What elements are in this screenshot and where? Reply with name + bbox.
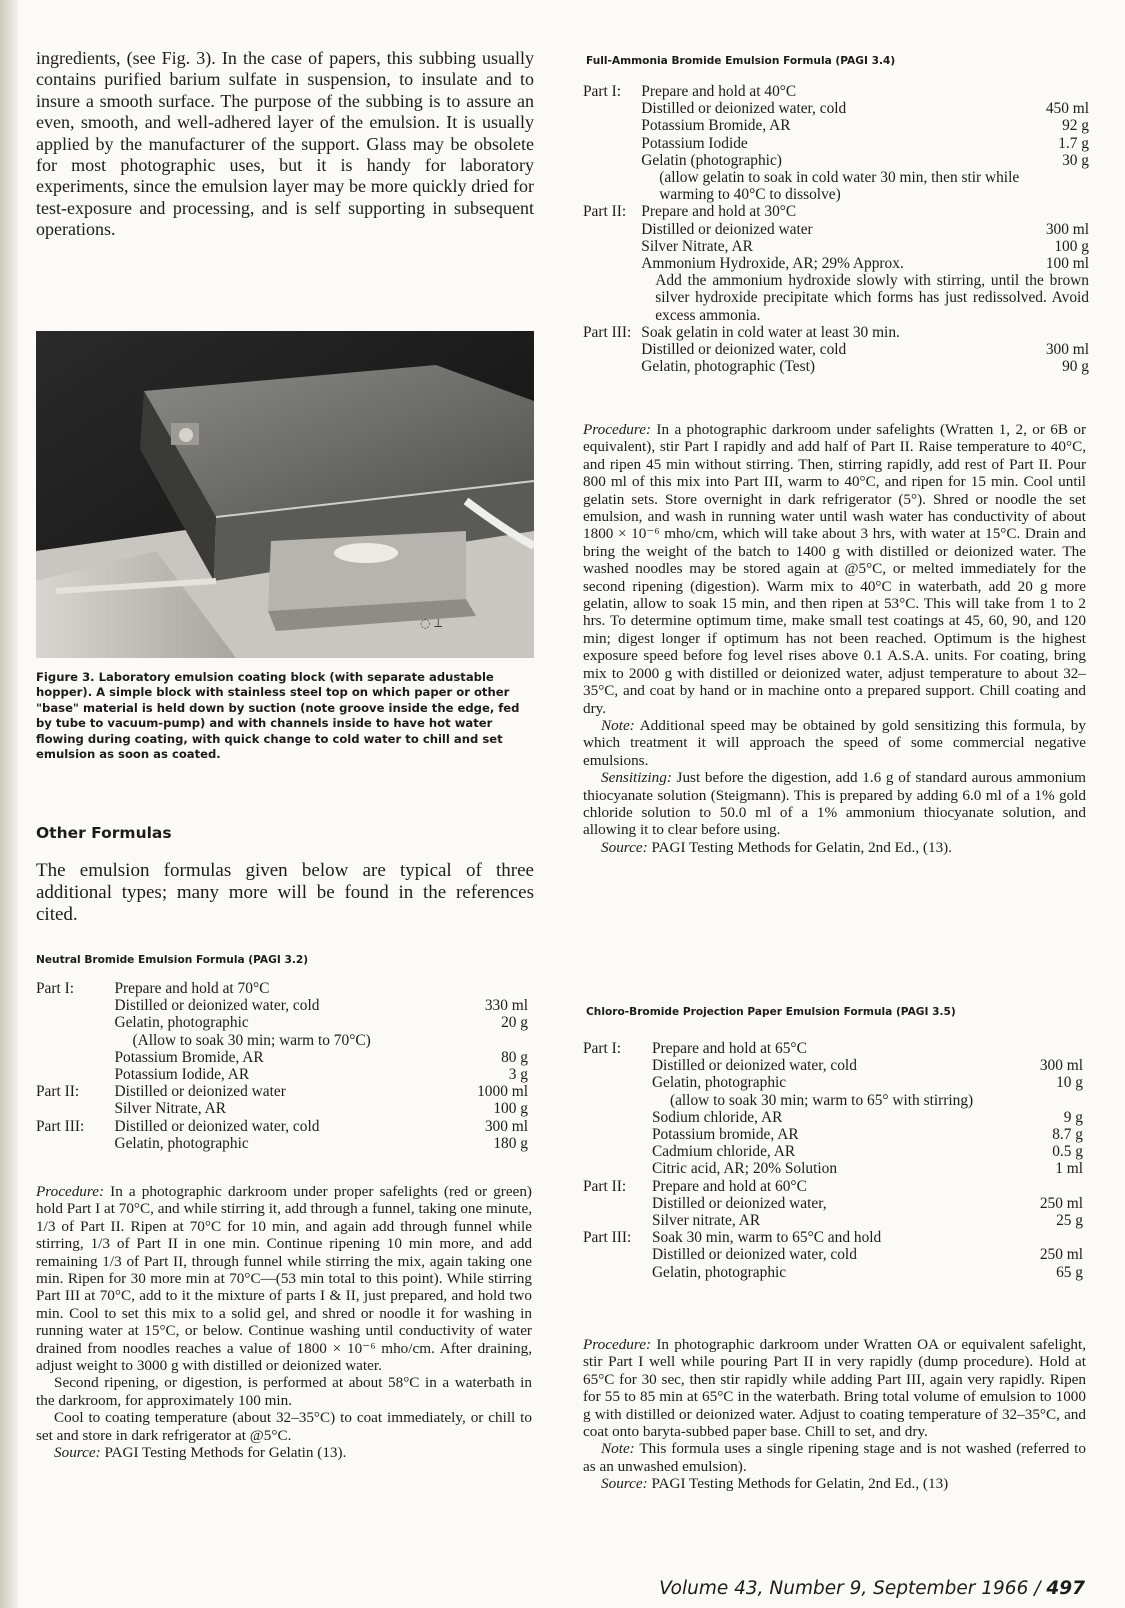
formula-row bbox=[36, 1014, 528, 1031]
amount: 65 g bbox=[1056, 1263, 1083, 1281]
amount bbox=[1032, 1178, 1083, 1195]
ingredient: Distilled or deionized water, cold bbox=[641, 341, 847, 359]
ingredient: Distilled or deionized water, cold bbox=[651, 1246, 857, 1264]
amount bbox=[1036, 83, 1089, 100]
amount: 100 g bbox=[493, 1100, 528, 1118]
ingredient: (allow to soak 30 min; warm to 65° with stirring) bbox=[669, 1091, 974, 1109]
ingredient: Prepare and hold at 40°C bbox=[641, 83, 797, 100]
amount: 1.7 g bbox=[1058, 134, 1089, 152]
figure-3-photo bbox=[36, 331, 534, 658]
amount: 250 ml bbox=[1039, 1194, 1083, 1212]
part-label bbox=[583, 135, 641, 152]
amount: 90 g bbox=[1062, 358, 1089, 376]
intro-paragraph: ingredients, (see Fig. 3). In the case of papers, this subbing usually contains purified barium sulfate in suspension, to insulate and to insure a smooth surface. The purpose of the subbing is to assure an even, smooth, and well-adhered layer of the emulsion. It is usually applied by the manufacturer of the support. Glass may be obsolete for most photographic uses, but it is handy for laboratory experiments, since the emulsion layer may be more quickly dried for test-exposure and processing, and is self supporting in subsequent operations. bbox=[36, 48, 534, 240]
amount: 300 ml bbox=[1045, 220, 1089, 238]
formula-title-neutral: Neutral Bromide Emulsion Formula (PAGI 3.2) bbox=[36, 954, 309, 966]
part-label: Part I: bbox=[36, 980, 75, 997]
formula-row bbox=[583, 117, 1089, 134]
ammonia-procedure: Procedure: In a photographic darkroom under safelights (Wratten 1, 2, or 6B or equivalent), stir Part I rapidly and add half of Part II. Raise temperature to 40°C, and ripen 45 min without stirring. Then, stirring rapidly, add rest of Part II. Pour 800 ml of this mix into Part III, warm to 40°C, and ripen for 15 min. Cool until gelatin sets. Store overnight in dark refrigerator (5°). Shred or noodle the set emulsion, and wash in running water until wash water has conductivity of about 1800 × 10⁻⁶ mho/cm, which will take about 3 hrs, with water at 15°C. Drain and bring the weight of the batch to 1400 g with distilled or deionized water. The washed noodles may be stored again at @5°C, or melted immediately for the second ripening (digestion). Warm mix to 40°C in waterbath, add 20 g more gelatin, allow to soak 15 min, and then ripen at 53°C. This will take from 1 to 2 hrs. To determine optimum time, make small test coatings at 45, 60, 90, and 120 min; digest longer if optimum has not been reached. Optimum is the highest exposure speed before fog level rises above 0.1 A.S.A. units. For coating, bring mix to 2000 g with distilled or deionized water, adjust temperature to about 32–35°C, and coat by hand or in machine onto a prepared support. Chill coating and dry. bbox=[583, 421, 1086, 717]
amount: 180 g bbox=[493, 1134, 528, 1152]
part-label bbox=[583, 1246, 652, 1263]
source-label: Source: bbox=[601, 838, 648, 856]
ingredient: Soak 30 min, warm to 65°C and hold bbox=[651, 1229, 882, 1247]
formula-row bbox=[36, 1118, 528, 1135]
procedure-label: Procedure: bbox=[583, 421, 652, 438]
scan-edge bbox=[0, 0, 18, 1608]
amount bbox=[1036, 324, 1089, 341]
ingredient: Silver Nitrate, AR bbox=[641, 237, 753, 255]
part-label bbox=[583, 1057, 652, 1074]
part-label bbox=[583, 221, 641, 238]
amount bbox=[1032, 1092, 1083, 1109]
formula-row bbox=[36, 980, 528, 997]
formula-row bbox=[583, 1160, 1083, 1177]
part-label bbox=[583, 1109, 652, 1126]
amount: 1 ml bbox=[1055, 1160, 1083, 1178]
page-footer: Volume 43, Number 9, September 1966 / 497 bbox=[659, 1578, 1085, 1599]
formula-row bbox=[583, 1212, 1083, 1229]
ingredient: Potassium Bromide, AR bbox=[114, 1048, 264, 1066]
amount: 450 ml bbox=[1045, 100, 1089, 118]
formula-row bbox=[583, 358, 1089, 375]
ingredient: Ammonium Hydroxide, AR; 29% Approx. bbox=[641, 255, 904, 273]
chloro-procedure-block bbox=[583, 1336, 1086, 1493]
part-label bbox=[36, 1135, 114, 1152]
amount: 100 g bbox=[1054, 237, 1089, 255]
neutral-coating: Cool to coating temperature (about 32–35°C) to coat immediately, or chill to set and store in dark refrigerator at @5°C. bbox=[36, 1409, 532, 1444]
ingredient: (Allow to soak 30 min; warm to 70°C) bbox=[132, 1031, 371, 1049]
formula-row bbox=[583, 203, 1089, 220]
section-heading: Other Formulas bbox=[36, 824, 172, 842]
ingredient: Potassium Iodide bbox=[641, 134, 748, 152]
ammonia-source: Source: PAGI Testing Methods for Gelatin, 2nd Ed., (13). bbox=[601, 838, 953, 856]
formula-row bbox=[36, 1032, 528, 1049]
formula-row bbox=[583, 1057, 1083, 1074]
formula-row bbox=[36, 1066, 528, 1083]
formula-row bbox=[36, 1135, 528, 1152]
formula-row bbox=[36, 1100, 528, 1117]
ingredient: Gelatin, photographic bbox=[651, 1074, 787, 1092]
part-label: Part III: bbox=[583, 323, 632, 341]
ingredient: Distilled or deionized water bbox=[114, 1083, 286, 1101]
formula-table-ammonia bbox=[583, 83, 1089, 375]
neutral-procedure-block bbox=[36, 1183, 532, 1462]
procedure-label: Procedure: bbox=[36, 1183, 105, 1200]
formula-row bbox=[583, 169, 1089, 203]
part-label bbox=[36, 1066, 114, 1083]
formula-row bbox=[36, 1083, 528, 1100]
amount: 92 g bbox=[1062, 117, 1089, 135]
part-label bbox=[583, 169, 641, 203]
formula-row bbox=[583, 221, 1089, 238]
amount: 10 g bbox=[1056, 1074, 1083, 1092]
ingredient: Sodium chloride, AR bbox=[651, 1108, 783, 1126]
part-label bbox=[583, 1264, 652, 1281]
part-label: Part III: bbox=[583, 1229, 632, 1247]
part-label bbox=[583, 1143, 652, 1160]
ingredient: (allow gelatin to soak in cold water 30 min, then stir while warming to 40°C to dissolve) bbox=[659, 169, 1020, 204]
ingredient: Soak gelatin in cold water at least 30 min. bbox=[641, 323, 900, 341]
formula-row bbox=[583, 1143, 1083, 1160]
formula-row bbox=[583, 1229, 1083, 1246]
part-label bbox=[583, 272, 641, 324]
formula-title-chloro: Chloro-Bromide Projection Paper Emulsion Formula (PAGI 3.5) bbox=[586, 1006, 956, 1018]
amount: 30 g bbox=[1062, 151, 1089, 169]
formula-row bbox=[583, 152, 1089, 169]
ingredient: Distilled or deionized water, cold bbox=[641, 100, 847, 118]
journal-citation: Volume 43, Number 9, September 1966 bbox=[659, 1578, 1029, 1599]
formula-row bbox=[583, 341, 1089, 358]
amount: 3 g bbox=[508, 1066, 528, 1084]
amount: 1000 ml bbox=[477, 1083, 528, 1101]
formula-row bbox=[583, 1092, 1083, 1109]
amount bbox=[459, 980, 528, 997]
part-label bbox=[583, 341, 641, 358]
page-number: 497 bbox=[1046, 1578, 1085, 1599]
formula-row bbox=[583, 1040, 1083, 1057]
ingredient: Prepare and hold at 70°C bbox=[114, 980, 270, 997]
formula-row bbox=[583, 135, 1089, 152]
amount: 100 ml bbox=[1045, 255, 1089, 273]
amount: 300 ml bbox=[1039, 1057, 1083, 1075]
amount: 9 g bbox=[1063, 1108, 1083, 1126]
ingredient: Distilled or deionized water bbox=[641, 220, 813, 238]
ingredient: Gelatin (photographic) bbox=[641, 151, 782, 169]
part-label bbox=[583, 1195, 652, 1212]
source-label: Source: bbox=[54, 1444, 101, 1462]
amount bbox=[1032, 1040, 1083, 1057]
chloro-source: Source: PAGI Testing Methods for Gelatin, 2nd Ed., (13) bbox=[601, 1475, 949, 1493]
ingredient: Potassium Bromide, AR bbox=[641, 117, 791, 135]
formula-row bbox=[583, 83, 1089, 100]
formula-row bbox=[583, 1264, 1083, 1281]
amount bbox=[1032, 1229, 1083, 1246]
part-label bbox=[583, 117, 641, 134]
ingredient: Gelatin, photographic (Test) bbox=[641, 358, 816, 376]
formula-title-ammonia: Full-Ammonia Bromide Emulsion Formula (PAGI 3.4) bbox=[586, 55, 896, 67]
ingredient: Potassium Iodide, AR bbox=[114, 1066, 250, 1084]
ingredient: Distilled or deionized water, cold bbox=[114, 1117, 320, 1135]
ingredient: Prepare and hold at 65°C bbox=[651, 1040, 807, 1057]
ammonia-sensitizing: Sensitizing: Just before the digestion, add 1.6 g of standard aurous ammonium thiocyanate solution (Steigmann). This is prepared by adding 6.0 ml of a 1% gold chloride solution to 50.0 ml of a 1% ammonium thiocyanate solution, and allowing it to clear before using. bbox=[583, 769, 1086, 839]
amount: 300 ml bbox=[1045, 341, 1089, 359]
formula-row bbox=[583, 1126, 1083, 1143]
neutral-digestion: Second ripening, or digestion, is performed at about 58°C in a waterbath in the darkroom, for approximately 100 min. bbox=[36, 1374, 532, 1409]
amount: 20 g bbox=[501, 1014, 528, 1032]
amount: 25 g bbox=[1056, 1212, 1083, 1230]
source-label: Source: bbox=[601, 1475, 648, 1493]
part-label bbox=[36, 1100, 114, 1117]
formula-table-neutral bbox=[36, 980, 528, 1152]
part-label: Part III: bbox=[36, 1117, 85, 1135]
amount bbox=[459, 1032, 528, 1049]
ingredient: Silver nitrate, AR bbox=[651, 1212, 761, 1230]
part-label bbox=[36, 997, 114, 1014]
amount: 80 g bbox=[501, 1048, 528, 1066]
chloro-procedure: Procedure: In photographic darkroom under Wratten OA or equivalent safelight, stir Part I well while pouring Part II in very rapidly (dump procedure). Hold at 65°C for 30 sec, then stir rapidly while adding Part III, again very rapidly. Ripen for 55 to 85 min at 65°C in the waterbath. Bring total volume of emulsion to 1000 g with distilled or deionized water. Adjust to coating temperature of 32–35°C, and coat onto baryta-subbed paper base. Chill to set, and dry. bbox=[583, 1336, 1086, 1441]
sensitizing-label: Sensitizing: bbox=[601, 769, 672, 787]
ingredient: Potassium bromide, AR bbox=[651, 1126, 799, 1144]
formula-row bbox=[583, 100, 1089, 117]
formula-row bbox=[583, 1178, 1083, 1195]
ingredient: Distilled or deionized water, cold bbox=[114, 997, 320, 1015]
part-label: Part I: bbox=[583, 83, 622, 100]
part-label bbox=[583, 1092, 652, 1109]
coating-block-illustration bbox=[36, 331, 534, 658]
part-label bbox=[583, 1212, 652, 1229]
ingredient: Citric acid, AR; 20% Solution bbox=[651, 1160, 838, 1178]
section-paragraph: The emulsion formulas given below are typical of three additional types; many more will be found in the references cited. bbox=[36, 860, 534, 925]
formula-row bbox=[583, 1195, 1083, 1212]
amount: 8.7 g bbox=[1052, 1126, 1083, 1144]
part-label bbox=[36, 1049, 114, 1066]
formula-row bbox=[583, 324, 1089, 341]
neutral-source: Source: PAGI Testing Methods for Gelatin (13). bbox=[54, 1444, 347, 1462]
part-label bbox=[583, 100, 641, 117]
formula-row bbox=[583, 1074, 1083, 1091]
ingredient: Distilled or deionized water, bbox=[651, 1194, 827, 1212]
part-label bbox=[583, 152, 641, 169]
amount: 300 ml bbox=[484, 1117, 528, 1135]
ingredient: Gelatin, photographic bbox=[114, 1014, 249, 1032]
formula-row bbox=[583, 1109, 1083, 1126]
svg-text:◌ ⟂: ◌ ⟂ bbox=[420, 616, 443, 630]
part-label bbox=[583, 358, 641, 375]
figure-caption: Figure 3. Laboratory emulsion coating block (with separate adustable hopper). A simple block with stainless steel top on which paper or other "base" material is held down by suction (note groove inside the edge, fed by tube to vacuum-pump) and with channels inside to have hot water flowing during coating, with quick change to cold water to chill and set emulsion as soon as coated. bbox=[36, 670, 520, 762]
part-label bbox=[36, 1014, 114, 1031]
part-label bbox=[36, 1032, 114, 1049]
note-label: Note: bbox=[601, 1440, 635, 1458]
ingredient: Silver Nitrate, AR bbox=[114, 1100, 227, 1118]
formula-row bbox=[583, 1246, 1083, 1263]
ingredient: Cadmium chloride, AR bbox=[651, 1143, 796, 1161]
amount: 0.5 g bbox=[1052, 1143, 1083, 1161]
neutral-procedure: Procedure: In a photographic darkroom under proper safelights (red or green) hold Part I at 70°C, and while stirring it, add through a funnel, taking one minute, 1/3 of Part II. Ripen at 70°C for 10 min, and again add through funnel while stirring, 1/3 of Part II in one min. Continue ripening 10 min more, and add remaining 1/3 of Part II, through funnel while stirring the mix, again taking one min. Ripen for 30 more min at 70°C—(53 min total to this point). While stirring Part III at 70°C, add to it the mixture of parts I & II, just prepared, and hold two min. Cool to set this mix to a solid gel, and shred or noodle it for washing in running water at 15°C, or below. Continue washing until conductivity of water drained from noodles reaches a value of 1800 × 10⁻⁶ mho/cm. After draining, adjust weight to 3000 g with distilled or deionized water. bbox=[36, 1183, 532, 1375]
ingredient: Add the ammonium hydroxide slowly with stirring, until the brown silver hydroxide precipitate which forms has just redissolved. Avoid excess ammonia. bbox=[655, 272, 1089, 324]
ammonia-procedure-block bbox=[583, 421, 1086, 856]
part-label: Part II: bbox=[36, 1083, 80, 1101]
note-label: Note: bbox=[601, 716, 635, 734]
part-label bbox=[583, 238, 641, 255]
ingredient: Gelatin, photographic bbox=[114, 1134, 249, 1152]
formula-row bbox=[36, 1049, 528, 1066]
formula-row bbox=[583, 272, 1089, 324]
amount: 330 ml bbox=[484, 997, 528, 1015]
part-label: Part II: bbox=[583, 203, 627, 221]
part-label bbox=[583, 1074, 652, 1091]
part-label bbox=[583, 1160, 652, 1177]
part-label bbox=[583, 1126, 652, 1143]
ingredient: Gelatin, photographic bbox=[651, 1263, 787, 1281]
procedure-label: Procedure: bbox=[583, 1336, 652, 1353]
amount: 250 ml bbox=[1039, 1246, 1083, 1264]
part-label bbox=[583, 255, 641, 272]
part-label: Part I: bbox=[583, 1040, 622, 1057]
amount bbox=[1036, 169, 1089, 203]
part-label: Part II: bbox=[583, 1177, 627, 1195]
ingredient: Prepare and hold at 30°C bbox=[641, 203, 797, 221]
formula-row bbox=[36, 997, 528, 1014]
ingredient: Distilled or deionized water, cold bbox=[651, 1057, 857, 1075]
formula-row bbox=[583, 255, 1089, 272]
ammonia-note: Note: Additional speed may be obtained by gold sensitizing this formula, by which treatment it will approach the speed of some commercial negative emulsions. bbox=[583, 716, 1086, 769]
ingredient: Prepare and hold at 60°C bbox=[651, 1177, 807, 1195]
formula-row bbox=[583, 238, 1089, 255]
chloro-note: Note: This formula uses a single ripening stage and is not washed (referred to as an unwashed emulsion). bbox=[583, 1440, 1086, 1475]
amount bbox=[1036, 203, 1089, 220]
formula-table-chloro bbox=[583, 1040, 1083, 1281]
